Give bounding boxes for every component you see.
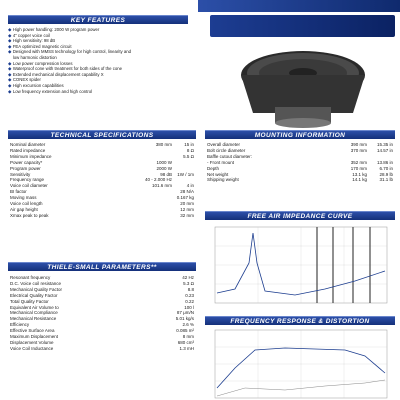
row-label: Rated impedance (10, 147, 46, 153)
row-label: Moving mass (10, 195, 37, 201)
row-label: Mechanical Resistance (10, 316, 57, 322)
row-value: 390 mm (350, 142, 367, 147)
row-label: Net weight (207, 171, 229, 177)
row-value: 13.1 kg (352, 171, 367, 177)
row-value: 1000 W (156, 159, 172, 165)
row-label: D.C. Voice coil resistance (10, 280, 62, 286)
row-label: Nominal diameter (10, 142, 46, 147)
row-label: Air gap height (10, 206, 38, 212)
list-item: ◆ Low power compression losses (8, 60, 73, 66)
mounting-title: MOUNTING INFORMATION (205, 130, 395, 139)
brand-banner (210, 15, 395, 37)
row-value: 98 dB (160, 171, 172, 177)
row-value: 28.9 lb (379, 171, 393, 177)
row-value: 100 l (184, 304, 194, 310)
row-value: 1W / 1m (177, 171, 194, 177)
row-value: 0.167 kg (176, 195, 194, 201)
row-label: Efficiency (10, 322, 30, 328)
thiele-small-table (10, 275, 194, 352)
impedance-title: FREE AIR IMPEDANCE CURVE (205, 211, 395, 220)
row-value: 40 - 2.000 Hz (144, 177, 172, 183)
row-value: 14.1 kg (352, 177, 367, 183)
row-label: Displacement Volume (10, 339, 54, 345)
row-label: Electrical Quality Factor (10, 292, 58, 298)
row-value: 8 Ω (186, 147, 194, 153)
list-item: ◆ Extended mechanical displacement capability X (8, 71, 104, 77)
row-label: Resonant frequency (10, 275, 51, 280)
row-label: - Front mount (207, 159, 235, 165)
row-label: Minimum impedance (10, 153, 52, 159)
row-value (134, 346, 172, 352)
list-item: ◆ High excursion capabilities (8, 82, 64, 88)
table-row (10, 213, 194, 219)
row-value: 0.085 m² (176, 328, 194, 334)
row-value: 4 in (186, 183, 194, 189)
row-value: 14.57 in (376, 147, 393, 153)
row-label: Effective Surface Area (10, 328, 55, 334)
row-value: 0.23 (185, 292, 194, 298)
row-label: Equivalent Air Volume to (10, 304, 59, 310)
frequency-response-title: FREQUENCY RESPONSE & DISTORTION (205, 316, 395, 325)
row-label: Baffle cutout diameter: (207, 153, 252, 159)
row-value: 380 mm (155, 142, 172, 147)
row-value: 6.70 in (379, 165, 393, 171)
list-item: ◆ High power handling: 2000 W program power (8, 27, 100, 32)
row-label: BI factor (10, 189, 27, 195)
list-item: ◆ Waterproof cone with treatment for both sides of the cone (8, 66, 123, 72)
row-label: Mechanical Quality Factor (10, 286, 63, 292)
row-label: Overall diameter (207, 142, 241, 147)
row-value: 12 mm (180, 206, 194, 212)
row-value: 370 mm (350, 147, 367, 153)
list-item: ◆ Low frequency extension and high control (8, 88, 93, 94)
list-item: ◆ CONEX spider (8, 77, 41, 83)
tech-specs-table (10, 142, 194, 219)
row-label: Xmax peak to peak (10, 212, 49, 218)
row-value: 2.6 % (182, 322, 194, 328)
row-label: Voice coil length (10, 201, 43, 207)
row-label: Sensitivity (10, 171, 31, 177)
key-features-list (8, 27, 198, 94)
impedance-chart (205, 223, 395, 308)
row-value: 13.86 in (376, 159, 393, 165)
tech-specs-title: TECHNICAL SPECIFICATIONS (8, 130, 196, 139)
row-value: 28 N/A (180, 189, 194, 195)
row-label: Maximum Displacement (10, 334, 59, 340)
row-value: 680 cm³ (177, 339, 194, 345)
row-value: 15.35 in (376, 142, 393, 147)
row-label: Shipping weight (207, 177, 239, 183)
table-row (207, 177, 393, 183)
row-value: 2000 W (156, 165, 172, 171)
row-value (134, 213, 172, 219)
row-value: 101.6 mm (151, 183, 172, 189)
row-value: 87 μm/N (176, 310, 194, 316)
row-label: Voice Coil Inductance (10, 345, 54, 351)
mounting-table (207, 142, 393, 183)
list-item: ◆ FEA optimized magnetic circuit (8, 43, 72, 49)
row-label: Voice coil diameter (10, 183, 48, 189)
row-label: Mechanical Compliance (10, 310, 58, 316)
header-strip (198, 0, 400, 12)
list-item: ◆ Designed with MMSS technology for high control, linearity and (8, 49, 132, 55)
row-value: 1.3 mH (179, 345, 194, 351)
list-item: low harmonic distortion (12, 54, 57, 60)
row-value: 0.22 (185, 298, 194, 304)
row-label: Program power (10, 165, 41, 171)
row-value: 20 mm (180, 201, 194, 207)
row-value: 352 mm (350, 159, 367, 165)
key-features-title: KEY FEATURES (8, 15, 188, 24)
row-value: 5.5 Ω (183, 153, 194, 159)
row-label: Power capacity* (10, 159, 43, 165)
thiele-small-title: THIELE-SMALL PARAMETERS** (8, 262, 196, 271)
row-value: 8.8 (187, 286, 194, 292)
row-label: Total Quality Factor (10, 298, 49, 304)
row-label: Frequency range (10, 177, 45, 183)
row-value: 31.1 lb (379, 177, 393, 183)
row-value: 170 mm (350, 165, 367, 171)
row-label: Bolt circle diameter (207, 147, 246, 153)
row-value: 5.01 kg/s (175, 316, 194, 322)
row-value: 15 in (184, 142, 194, 147)
list-item: ◆ High sensitivity: 98 dB (8, 38, 56, 44)
list-item: ◆ 4" copper voice coil (8, 32, 50, 38)
row-label: Depth (207, 165, 220, 171)
frequency-response-chart (205, 328, 395, 400)
table-row (10, 346, 194, 352)
row-value: 32 mm (180, 212, 194, 218)
speaker-photo-icon (205, 35, 400, 135)
row-value: 5.3 Ω (183, 280, 194, 286)
row-value: 8 mm (182, 334, 194, 340)
row-value: 42 Hz (182, 275, 194, 280)
